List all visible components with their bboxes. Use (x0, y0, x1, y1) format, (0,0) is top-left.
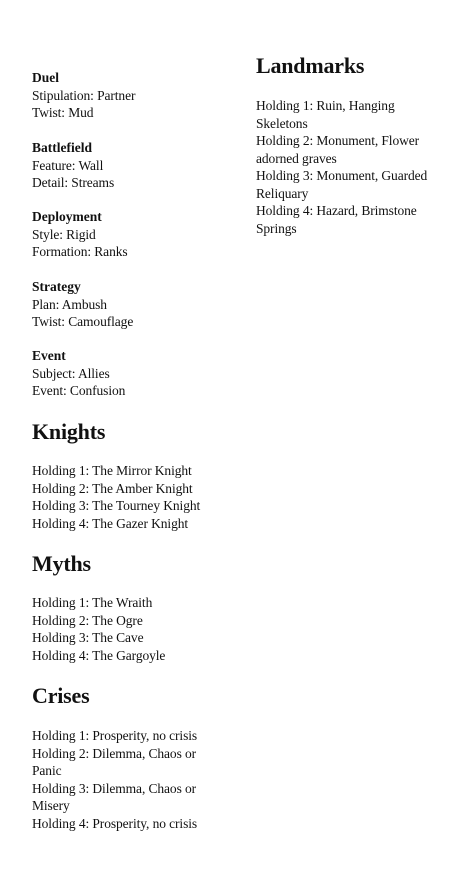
battlefield-section (32, 139, 232, 192)
landmarks-item: Holding 4: Hazard, Brimstone Springs (256, 203, 417, 236)
battlefield-line: Feature: Wall (32, 157, 104, 173)
deployment-title: Deployment (32, 209, 102, 224)
landmarks-list (256, 97, 432, 237)
strategy-section (32, 278, 232, 331)
event-line: Subject: Allies (32, 365, 110, 381)
deployment-line: Formation: Ranks (32, 244, 128, 259)
event-line: Event: Confusion (32, 383, 126, 398)
myths-section (32, 551, 232, 577)
event-title: Event (32, 348, 66, 363)
landmarks-section (256, 53, 456, 79)
knights-section (32, 419, 232, 445)
knights-item: Holding 4: The Gazer Knight (32, 515, 189, 531)
crises-item: Holding 1: Prosperity, no crisis (32, 728, 198, 743)
knights-title: Knights (32, 419, 106, 444)
battlefield-line: Detail: Streams (32, 175, 115, 190)
crises-item: Holding 3: Dilemma, Chaos or Misery (32, 780, 197, 813)
myths-item: Holding 3: The Cave (32, 630, 144, 645)
strategy-title: Strategy (32, 279, 81, 294)
knights-item: Holding 2: The Amber Knight (32, 480, 193, 496)
crises-item: Holding 4: Prosperity, no crisis (32, 815, 198, 831)
deployment-section (32, 208, 232, 261)
crises-section (32, 683, 232, 709)
myths-item: Holding 2: The Ogre (32, 612, 143, 628)
landmarks-item: Holding 3: Monument, Guarded Reliquary (256, 168, 428, 201)
knights-item: Holding 3: The Tourney Knight (32, 498, 201, 513)
myths-list (32, 594, 232, 664)
knights-item: Holding 1: The Mirror Knight (32, 463, 192, 478)
battlefield-title: Battlefield (32, 140, 92, 155)
myths-title: Myths (32, 551, 91, 576)
strategy-line: Twist: Camouflage (32, 314, 134, 329)
strategy-line: Plan: Ambush (32, 296, 107, 312)
landmarks-item: Holding 2: Monument, Flower adorned graves (256, 133, 420, 166)
duel-line: Twist: Mud (32, 105, 94, 120)
deployment-line: Style: Rigid (32, 226, 96, 242)
knights-list (32, 462, 232, 532)
duel-line: Stipulation: Partner (32, 87, 136, 103)
myths-item: Holding 4: The Gargoyle (32, 647, 166, 663)
duel-section (32, 69, 232, 122)
crises-list (32, 727, 202, 832)
crises-item: Holding 2: Dilemma, Chaos or Panic (32, 745, 197, 778)
duel-title: Duel (32, 70, 59, 85)
landmarks-item: Holding 1: Ruin, Hanging Skeletons (256, 98, 395, 131)
landmarks-title: Landmarks (256, 53, 365, 78)
event-section (32, 347, 232, 400)
crises-title: Crises (32, 683, 90, 708)
myths-item: Holding 1: The Wraith (32, 595, 153, 610)
